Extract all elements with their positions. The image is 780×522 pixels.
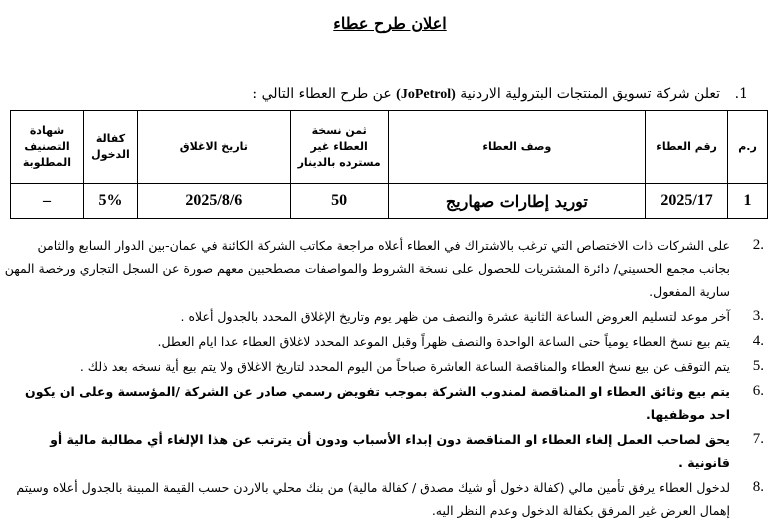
list-item — [4, 305, 764, 328]
header-tender-no: رقم العطاء — [646, 111, 728, 184]
list-item — [4, 428, 764, 474]
tender-table — [10, 110, 768, 219]
header-closing-date: تاريخ الاغلاق — [137, 111, 290, 184]
clause-number: 5. — [752, 358, 764, 374]
clause-number: 2. — [752, 237, 764, 253]
list-item — [4, 330, 764, 353]
clause-number: 7. — [752, 431, 764, 447]
clause-number: 6. — [752, 383, 764, 399]
header-price: ثمن نسخة العطاء غير مسترده بالدينار — [290, 111, 388, 184]
company-brand: (JoPetrol) — [396, 87, 456, 102]
cell-tender-no: 2025/17 — [646, 184, 728, 219]
cell-certificate: – — [11, 184, 84, 219]
clause-text: لدخول العطاء يرفق تأمين مالي (كفالة دخول أو شيك مصدق / كفالة مالية) من بنك محلي بالاردن حسب القيمة المبينة بالجدول أعلاه وسيتم إهمال العرض غير المرفق بكفالة الدخول وعدم النظر اليه. — [16, 480, 730, 518]
cell-bid-bond: 5% — [83, 184, 137, 219]
intro-text-before: تعلن شركة تسويق المنتجات البترولية الاردنية — [455, 86, 720, 102]
list-item — [4, 476, 764, 522]
clause-number: 3. — [752, 308, 764, 324]
intro-text-after: عن طرح العطاء التالي : — [252, 86, 397, 102]
cell-closing-date: 2025/8/6 — [137, 184, 290, 219]
header-bid-bond: كفالة الدخول — [83, 111, 137, 184]
cell-description: توريد إطارات صهاريج — [388, 184, 646, 219]
clause-text: يتم بيع وثائق العطاء او المناقصة لمندوب الشركة بموجب تفويض رسمي صادر عن الشركة /المؤسسة وعلى ان يكون احد موظفيها. — [25, 384, 730, 422]
clause-text: على الشركات ذات الاختصاص التي ترغب بالاشتراك في العطاء أعلاه مراجعة مكاتب الشركة الكائنة في عمان-بين الدوار السابع والثامن بجانب مجمع الحسيني/ دائرة المشتريات للحصول على نسخة الشروط والمواصفات مصطحبين معهم صورة عن السجل التجاري ورخصة المهن سارية المفعول. — [4, 238, 730, 299]
clause-number: 8. — [752, 479, 764, 495]
list-item — [4, 234, 764, 303]
table-header-row — [11, 111, 768, 184]
clause-number: 4. — [752, 333, 764, 349]
cell-index: 1 — [728, 184, 768, 219]
clause-text: يحق لصاحب العمل إلغاء العطاء او المناقصة دون إبداء الأسباب ودون أن يترتب عن هذا الإلغاء أي مطالبة مالية أو قانونية . — [50, 432, 730, 470]
page-title: اعلان طرح عطاء — [333, 14, 447, 33]
cell-price: 50 — [290, 184, 388, 219]
clause-text: يتم بيع نسخ العطاء يومياً حتى الساعة الواحدة والنصف ظهراً وقبل الموعد المحدد لاغلاق العطاء عدا ايام العطل. — [157, 334, 730, 349]
intro-number: 1. — [734, 86, 748, 102]
list-item — [4, 355, 764, 378]
header-description: وصف العطاء — [388, 111, 646, 184]
header-certificate: شهادة التصنيف المطلوبة — [11, 111, 84, 184]
clause-text: آخر موعد لتسليم العروض الساعة الثانية عشرة والنصف من ظهر يوم وتاريخ الإغلاق المحدد بالجدول أعلاه . — [180, 309, 730, 324]
clauses-list — [4, 234, 764, 522]
list-item — [4, 380, 764, 426]
table-row — [11, 184, 768, 219]
header-index: ر.م — [728, 111, 768, 184]
intro-paragraph — [252, 86, 748, 103]
clause-text: يتم التوقف عن بيع نسخ العطاء والمناقصة الساعة العاشرة صباحاً من اليوم المحدد لتاريخ الاغلاق ولا يتم بيع أية نسخه بعد ذلك . — [79, 359, 730, 374]
